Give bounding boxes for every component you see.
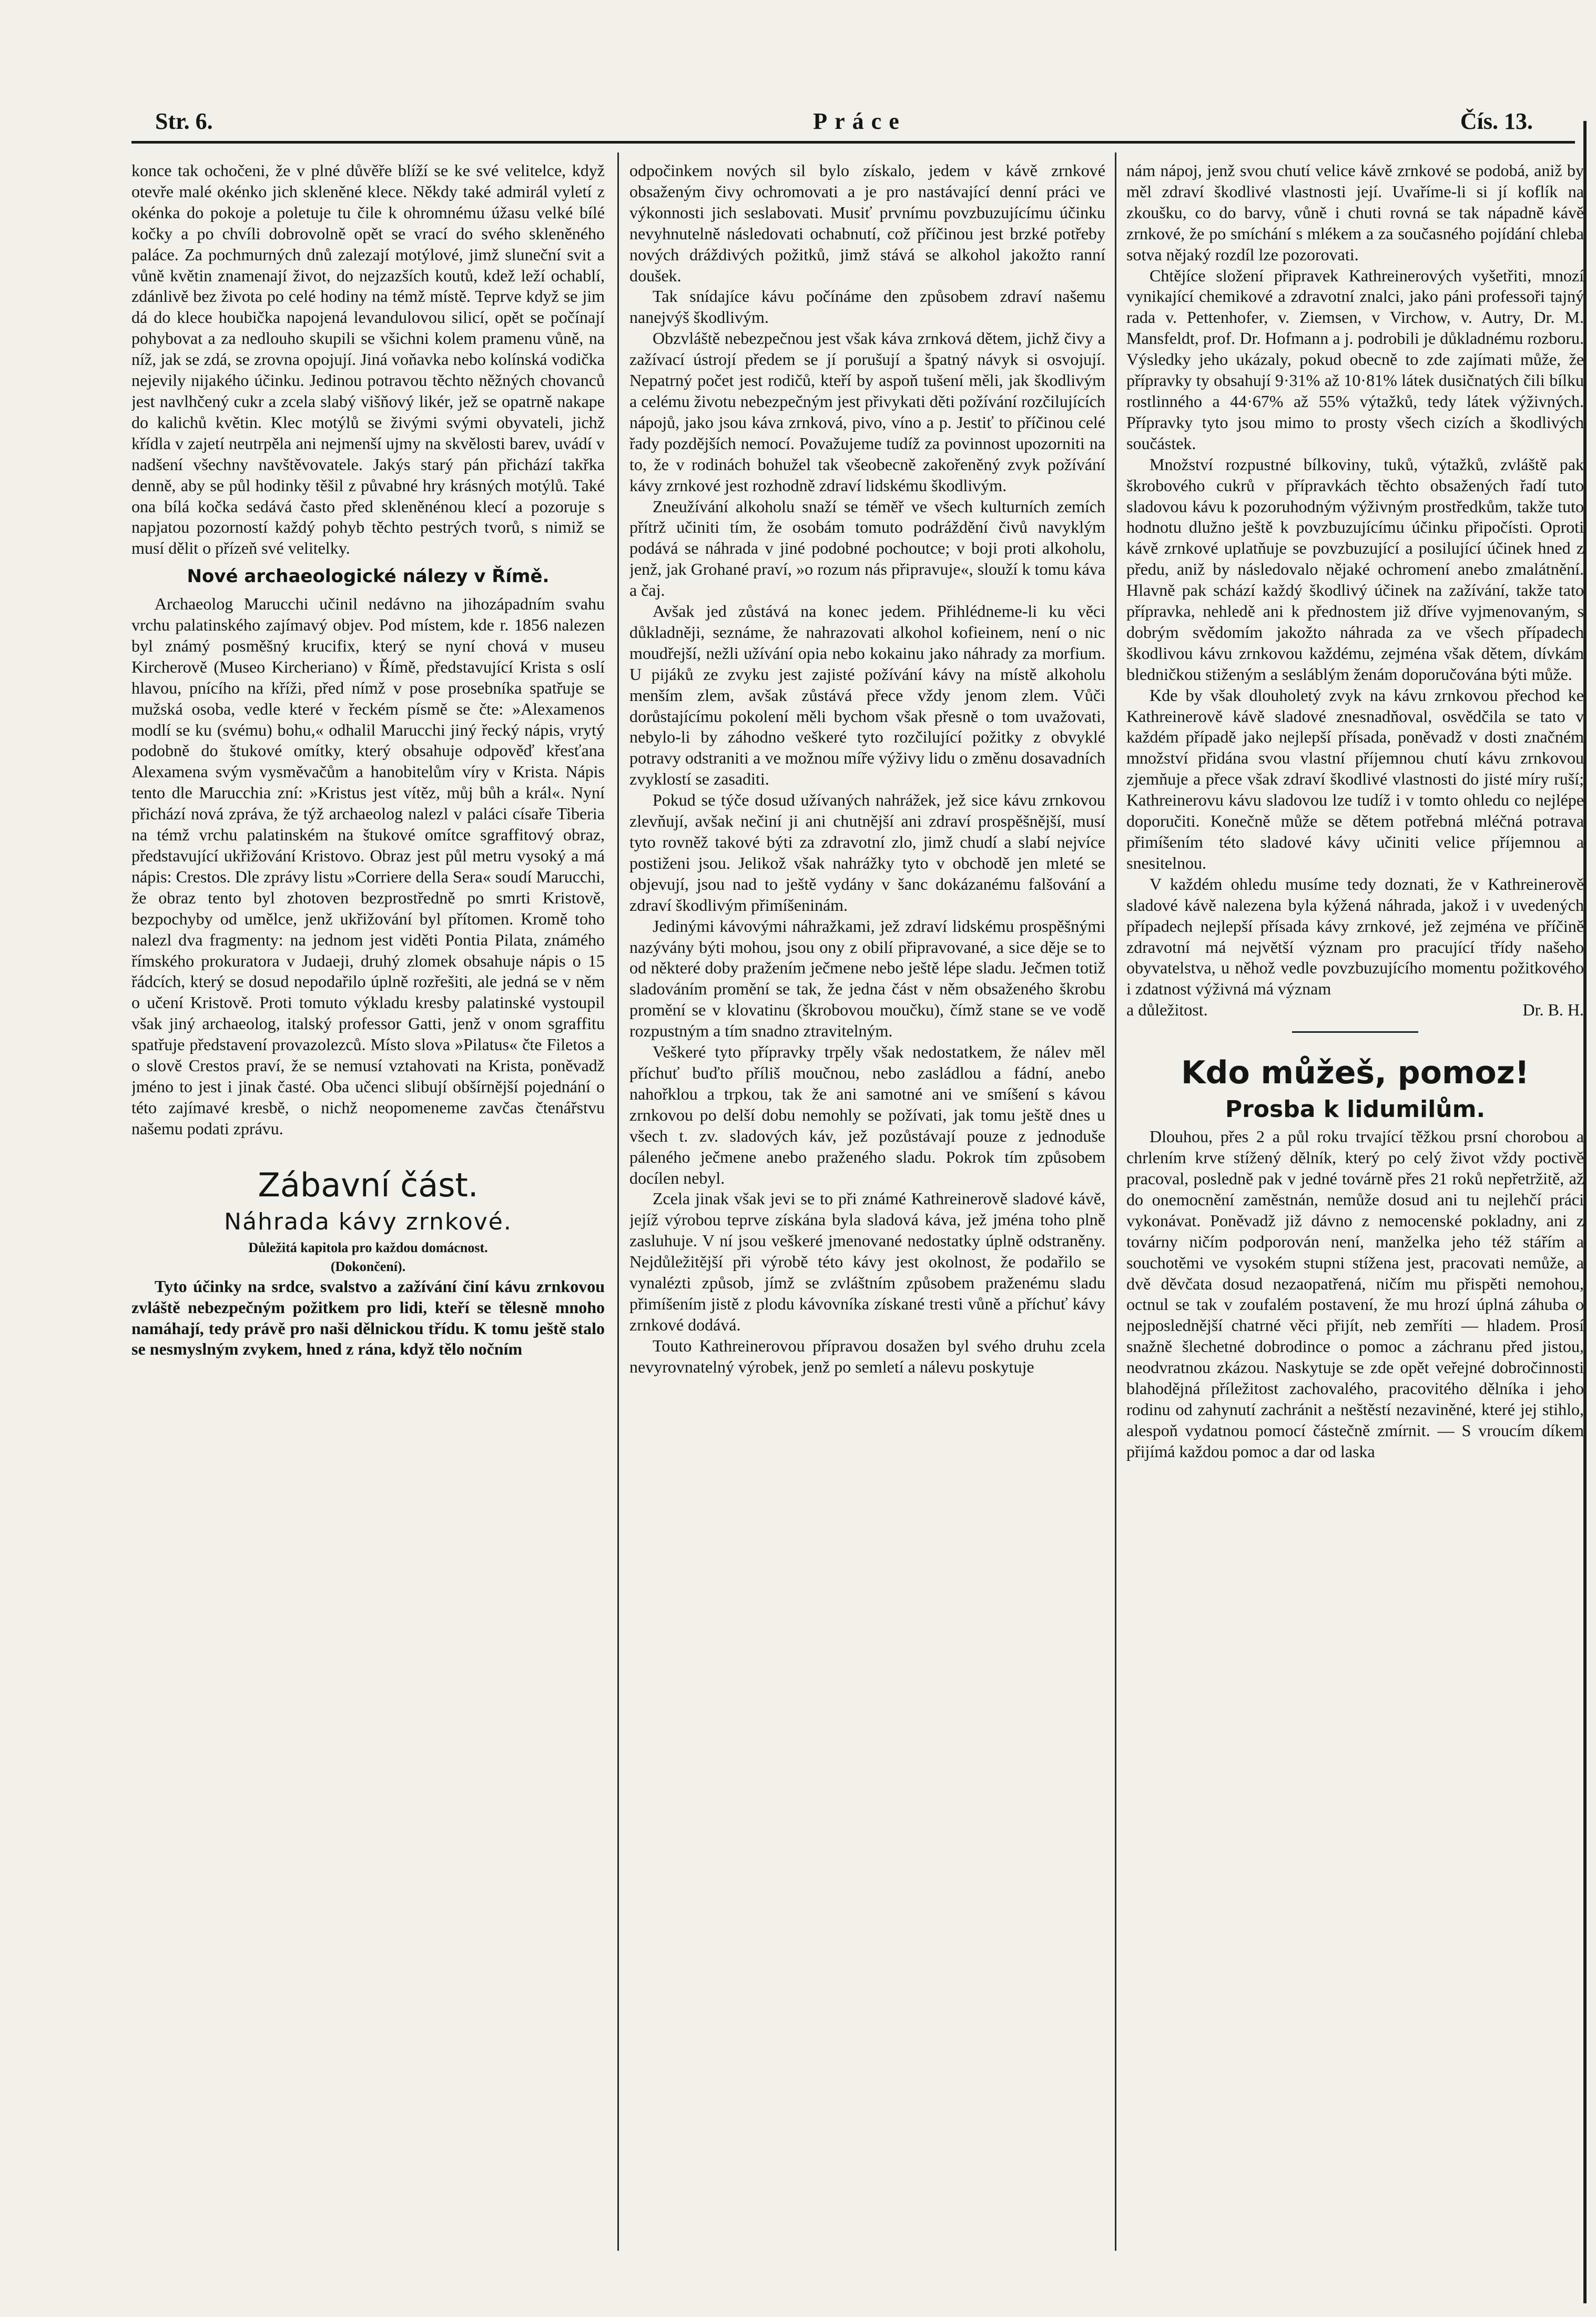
column-1 [131, 160, 605, 2248]
entertainment-section-heading: Zábavní část. [258, 1165, 479, 1204]
coffee-paragraph-13: Množství rozpustné bílkoviny, tuků, výtažků, zvláště pak škrobového cukrů v přípravkách těchto obsažených řadí tuto sladovou kávu k pozoruhodným výživným prostředkům, takže tuto hodnotu dlužno ještě k povzbuzujícímu účinku připočísti. Oproti kávě zrnkové uplatňuje se povzbuzující a posilující účinek hned z předu, aniž by následovalo nějaké ochromení anebo zmalátnění. Hlavně pak schází každý škodlivý účinek na zažívání, takže tato přípravka, nehledě ani k přednostem již dříve vyjmenovaným, s dobrým svědomím jakožto náhrada za ve všech případech škodlivou kávu zrnkovou každému, zejména však dětem, dívkám bledničkou stiženým a sesláblým ženám doporučována býti může. [1126, 454, 1584, 684]
section-separator [1292, 1031, 1418, 1033]
issue-number: Čís. 13. [1460, 108, 1533, 134]
column-3 [1126, 160, 1584, 2248]
coffee-paragraph-11: nám nápoj, jenž svou chutí velice kávě zrnkové se podobá, aniž by měl zdraví škodlivé vlastnosti její. Uvaříme-li si jí koflík na zkoušku, co do barvy, vůně i chuti rovná se tak nápadně kávě zrnkové, že po smíchání s mlékem a za současného pojídání chleba sotva nějaký rozdíl lze pozorovati. [1126, 161, 1584, 264]
coffee-paragraph-10: Touto Kathreinerovou přípravou dosažen byl svého druhu zcela nevyrovnatelný výrobek, jenž po semletí a nálevu poskytuje [629, 1336, 1105, 1376]
author-signature: Dr. B. H. [1522, 1000, 1584, 1020]
coffee-paragraph-15: V každém ohledu musíme tedy doznati, že v Kathreinerově sladové kávě nalezena byla kýžená náhrada, jakož i v uvedených případech nejlepší přísada kávy zrnkové, jež zejména ve příčině zdravotní má největší význam pro pracující třídy našeho obyvatelstva, u něhož vedle povzbuzujícího momentu požitkového i zdatnost výživná má význam [1126, 874, 1584, 999]
closing-words: a důležitost. [1126, 1000, 1208, 1020]
page-header [155, 108, 1564, 145]
coffee-paragraph-3: Obzvláště nebezpečnou jest však káva zrnková dětem, jichž čivy a zažívací ústrojí předem se jí porušují a špatný návyk si osvojují. Nepatrný počet jest rodičů, kteří by aspoň tušení měli, jak škodlivým a celému životu nebezpečným jest přivykati děti požívání rozčilujících nápojů, jako jsou káva zrnková, pivo, víno a p. Jestiť to příčinou celé řady pozdějších nemocí. Považujeme tudíž za povinnost upozorniti na to, že v rodinách bohužel tak všeobecně zakořeněný zvyk požívání kávy zrnkové jest rozhodně zdraví lidskému škodlivým. [629, 329, 1105, 495]
archaeology-heading: Nové archaeologické nálezy v Římě. [187, 566, 550, 587]
appeal-text: Dlouhou, přes 2 a půl roku trvající těžkou prsní chorobou a chrlením krve stížený dělník, který po celý život vždy poctivě pracoval, posledně pak v jedné továrně přes 21 roků nepřetržitě, až do onemocnění zaměstnán, nemůže dosud ani tu nejlehčí práci vykonávat. Poněvadž již dávno z nemocenské pokladny, ani z továrny ničím podporován není, manželka jeho též stářím a souchotěmi ve vysokém stupni stížena jest, pracovati nemůže, a dvě děvčata dosud nezaopatřená, ničím mu přispěti nemohou, octnul se tak v zoufalém postavení, že mu hrozí úplná záhuba o nejposlednější chatrné věci přijít, neb zemříti — hladem. Prosí snažně šlechetné dobrodince o pomoc a záchranu před jistou, neodvratnou zkázou. Naskytuje se zde opět veřejné dobročinnosti blahodějná příležitost zachovalého, pracovitého dělníka i jeho rodinu od zahynutí zachránit a neštěstí nezaviněné, které jej stihlo, alespoň vydatnou pomocí částečně zmírnit. — S vroucím díkem přijímá každou pomoc a dar od laska [1126, 1127, 1584, 1461]
header-rule [131, 141, 1575, 144]
appeal-heading: Kdo můžeš, pomoz! [1181, 1054, 1529, 1092]
butterfly-article-end: konce tak ochočeni, že v plné důvěře blíží se ke své velitelce, když otevře malé okénko jich skleněné klece. Někdy také admirál vyletí z okénka do pokoje a poletuje tu čile k ohromnému úžasu velké bílé kočky a po chvíli dobrovolně opět se vrací do svého skleněného paláce. Za pochmurných dnů zalezají motýlové, jimž sluneční svit a vůně květin znamenají život, do nejzazších koutů, kdež leží ochablí, zdánlivě bez života po celé hodiny na témž místě. Teprve když se jim dá do klece houbička napojená levandulovou silicí, opět se počínají pohybovat a za nedlouho skupili se všichni kolem pramenu vůně, na níž, jak se zdá, se zrovna opojují. Jiná voňavka nebo kolínská vodička nejevily nijakého účinku. Jedinou potravou těchto něžných chovanců jest navlhčený cukr a zcela slabý višňový likér, jež se opatrně nakape do kalichů květin. Klec motýlů se živými svými obyvateli, jichž křídla v zajetí neutrpěla ani nejmenší ujmy na skvělosti barev, uvádí v nadšení všechny navštěvovatele. Jakýs starý pán přichází takřka denně, aby se půl hodinky těšil z půvabné hry krásných motýlů. Také ona bílá kočka sedává často před skleněnénou klecí a pozoruje s napjatou pozorností každý pohyb těchto pestrých tvorů, s nimiž se musí dělit o přízeň své velitelky. [131, 161, 605, 558]
coffee-substitute-heading: Náhrada kávy zrnkové. [224, 1208, 512, 1235]
coffee-article-start: Tyto účinky na srdce, svalstvo a zažívání činí kávu zrnkovou zvláště nebezpečným požitkem pro lidi, kteří se tělesně mnoho namáhají, tedy právě pro naši dělnickou třídu. K tomu ještě stalo se nesmyslným zvykem, hned z rána, když tělo nočním [131, 1276, 605, 1359]
coffee-paragraph-7: Jedinými kávovými náhražkami, jež zdraví lidskému prospěšnými nazývány býti mohou, jsou ony z obilí připravované, a sice děje se to od některé doby pražením ječmene nebo ještě lépe sladu. Ječmen totiž sladováním promění se tak, že jedna část v něm obsaženého škrobu promění se v klovatinu (škrobovou moučku), čímž stane se ve vodě rozpustným a tím snadno ztravitelným. [629, 916, 1105, 1041]
column-2 [629, 160, 1105, 2248]
coffee-paragraph-9: Zcela jinak však jevi se to při známé Kathreinerově sladové kávě, jejíž výrobou teprve získána byla sladová káva, jež jména toho plně zasluhuje. V ní jsou veškeré jmenované nedostatky úplně odstraněny. Nejdůležitější při výrobě této kávy jest okolnost, že podařilo se vynalézti způsob, jímž se zvláštním způsobem praženému sladu přimíšením jistě z plodu kávovníka získané tresti vůně a příchuť kávy zrnkové dodává. [629, 1189, 1105, 1334]
coffee-paragraph-1: odpočinkem nových sil bylo získalo, jedem v kávě zrnkové obsaženým čivy ochromovati a je pro nastávající denní práci ve výkonnosti jich seslabovati. Musiť prvnímu povzbuzujícímu účinku nevyhnutelně následovati ochabnutí, což příčinou jest brzké potřeby nových dráždivých požitků, jimž stává se alkohol jakožto ranní doušek. [629, 161, 1105, 285]
coffee-paragraph-8: Veškeré tyto přípravky trpěly však nedostatkem, že nálev měl příchuť buďto příliš moučnou, nebo zasládlou a fádní, anebo nahořklou a trpkou, tak že ani samotné ani ve smíšení s kávou zrnkovou po delší dobu nemohly se požívati, jak tomu ještě dnes u všech t. zv. sladových káv, jež pozůstávají pouze z jednoduše páleného ječmene anebo praženého sladu. Pokrok tím způsobem docílen nebyl. [629, 1042, 1105, 1187]
archaeology-article: Archaeolog Marucchi učinil nedávno na jihozápadním svahu vrchu palatinského zajímavý objev. Pod místem, kde r. 1856 nalezen byl známý posměšný krucifix, který se nyní chová v museu Kircherově (Museo Kircheriano) v Římě, představující Krista s oslí hlavou, pnícího na kříži, před nímž v pose prosebníka spatřuje se mužská osoba, vedle které v řeckém písmě se čte: »Alexamenos modlí se ku (svému) bohu,« odhalil Marucchi jiný řecký nápis, vrytý podobně do štukové omítky, který obsahuje odpověď křesťana Alexamena svým vysměvačům a hanobitelům víry v Krista. Nápis tento dle Marucchia zní: »Kristus jest vítěz, můj bůh a král«. Nyní přichází nová zpráva, že týž archaeolog nalezl v paláci císaře Tiberia na témž vrchu palatinském na štukové omítce sgraffitový obraz, představující ukřižování Kristovo. Obraz jest půl metru vysoký a má nápis: Crestos. Dle zprávy listu »Corriere della Sera« soudí Marucchi, že obraz tento byl zhotoven bezprostředně po smrti Kristově, bezpochyby od umělce, jenž ukřižování byl přítomen. Kromě toho nalezl dva fragmenty: na jednom jest viděti Pontia Pilata, známého římského prokuratora v Judaeji, druhý zlomek obsahuje nápis o 15 řádcích, který se dosud nepodařilo úplně rozřešiti, ale jedná se v něm o učení Kristově. Proti tomuto výkladu kresby palatinské vystoupil však jiný archaeolog, italský professor Gatti, jenž v onom sgraffitu spatřuje představení provazolezců. Místo slova »Pilatus« čte Filetos a o slově Crestos praví, že se nemusí vztahovati na Krista, poněvadž jméno to jest i jinak časté. Oba učenci slibují obšírnější pojednání o této zajímavé kresbě, o nichž neopomeneme zavčas čtenářstvu našemu podati zprávu. [131, 594, 605, 1138]
column-divider-2 [1115, 153, 1116, 2251]
appeal-subheading: Prosba k lidumilům. [1225, 1096, 1486, 1123]
column-divider-1 [617, 153, 619, 2251]
coffee-paragraph-12: Chtějíce složení připravek Kathreinerových vyšetřiti, mnozí vynikající chemikové a zdravotní znalci, jako páni professoři tajný rada v. Pettenhofer, v. Ziemsen, v Virchow, v. Autry, Dr. M. Mansfeldt, prof. Dr. Hofmann a j. podrobili je důkladnému rozboru. Výsledky jeho ukázaly, pokud obecně to zde zajímati může, že přípravky ty obsahují 9·31% až 10·81% látek dusičnatých čili bílku rostlinného a 44·67% až 55% výtažků, tedy látek výživných. Přípravky tyto jsou mimo to prosty všech cizích a škodlivých součástek. [1126, 266, 1584, 453]
coffee-paragraph-5: Avšak jed zůstává na konec jedem. Přihlédneme-li ku věci důkladněji, seznáme, že nahrazovati alkohol kofieinem, není o nic moudřejší, nežli užívání opia nebo kokainu jako náhrady za morfium. U pijáků ze zvyku jest zajisté požívání kávy na místě alkoholu menším zlem, avšak zůstává přece vždy jenom zlem. Vůči dorůstajícímu pokolení měli bychom však přesně o tom uvažovati, nebylo-li by záhodno veškeré tyto rozčilující požitky z obvyklé potravy odstraniti a ve možnou míře výživy lidu o změnu dosavadních zvyklostí se zasaditi. [629, 602, 1105, 789]
coffee-article-subtitle: Důležitá kapitola pro každou domácnost. [248, 1239, 488, 1255]
coffee-paragraph-4: Zneužívání alkoholu snaží se téměř ve všech kulturních zemích přítrž učiniti tím, že osobám tomuto podráždění čivů navyklým podává se náhrada v jiné podobné pochoutce; v boji proti alkoholu, jenž, jak Grohané praví, »o rozum nás připravuje«, slouží k tomu káva a čaj. [629, 496, 1105, 600]
continuation-note: (Dokončení). [330, 1258, 406, 1274]
newspaper-title: Práce [813, 108, 907, 134]
coffee-paragraph-6: Pokud se týče dosud užívaných nahrážek, jež sice kávu zrnkovou zlevňují, avšak nečiní ji ani chutnější ani zdraví prospěšnější, musí tyto rovněž takové býti za zdravotní zlo, jimž chudí a slabí nejvíce postiženi jsou. Jelikož však nahrážky tyto v obchodě jen mleté se objevují, jsou nad to ještě vydány v šanc dokázanému falšování a zdraví škodlivým přimíšeninám. [629, 790, 1105, 914]
page-number: Str. 6. [155, 108, 213, 134]
signature-line [1126, 1000, 1584, 1021]
coffee-paragraph-14: Kde by však dlouholetý zvyk na kávu zrnkovou přechod ke Kathreinerově kávě sladové znesnadňoval, osvědčila se tato v každém případě jako nejlepší přísada, poněvadž v dosti značném množství přidána svou vlastní příjemnou chutí kávu zrnkovou zjemňuje a přece však zdraví škodlivé vlastnosti do jisté míry ruší; Kathreinerovu kávu sladovou lze tudíž i v tomto ohledu co nejlépe doporučiti. Konečně může se dětem potřebná mléčná potrava přimíšením této sladové kávy učiniti velice příjemnou a snesitelnou. [1126, 685, 1584, 872]
coffee-paragraph-2: Tak snídajíce kávu počínáme den způsobem zdraví našemu nanejvýš škodlivým. [629, 287, 1105, 327]
